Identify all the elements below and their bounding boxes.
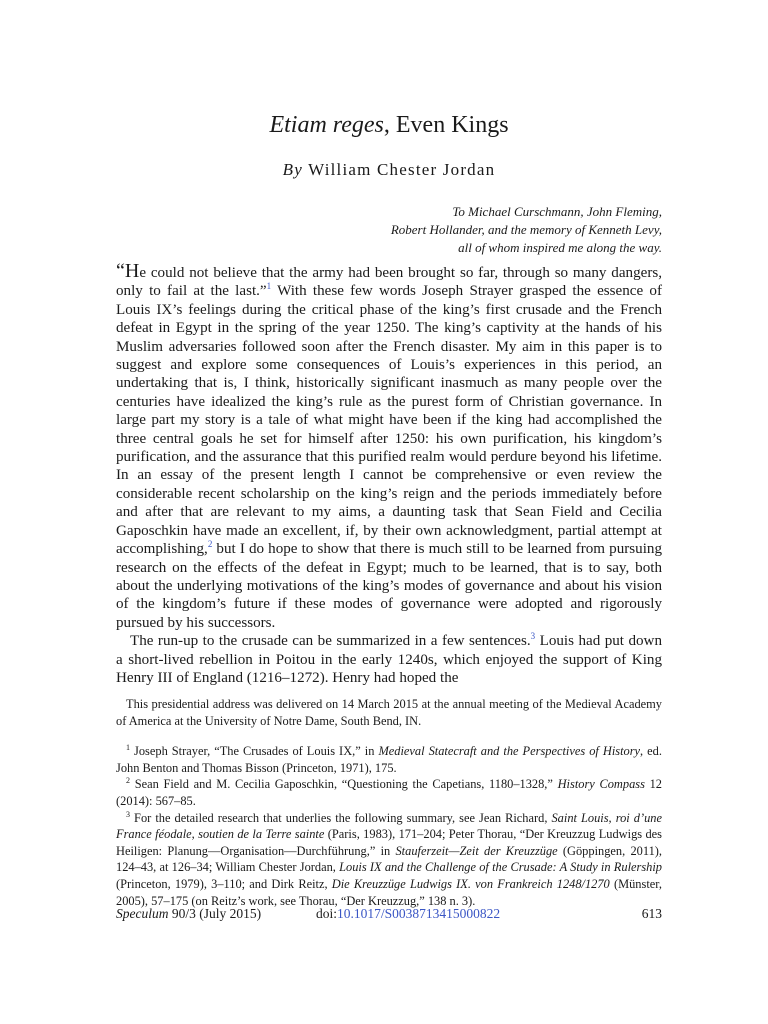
page-footer [116,905,662,923]
footnote-title: Stauferzeit—Zeit der Kreuzzüge [395,843,558,858]
footnote-number: 3 [126,809,130,819]
footnote-number: 1 [126,743,130,753]
footnote-text: For the detailed research that underlies the following summary, see Jean Richard, [130,810,552,825]
journal-issue: 90/3 (July 2015) [168,906,262,921]
footnote-2 [116,776,662,809]
footnote-title: History Compass [557,777,645,792]
paper-page [116,0,662,1024]
author-name: William Chester Jordan [303,160,496,179]
footnote-text: Sean Field and M. Cecilia Gaposchkin, “Questioning the Capetians, 1180–1328,” [130,777,558,792]
paragraph-1 [116,262,662,632]
paragraph-text: but I do hope to show that there is much still to be learned from pursuing research on the effects of the defeat in Egypt; much to be learned, that is to say, both about the underlying motivations of the king’s modes of governance and about his vision of the kingdom’s future if these modes of governance were adopted and rigorously pursued by his successors. [116,541,662,631]
paragraph-text: Louis had put down a short-lived rebellion in Poitou in the early 1240s, which enjoyed the support of King Henry III of England (1216–1272). Henry had hoped the [116,633,662,686]
paragraph-text: With these few words Joseph Strayer grasped the essence of Louis IX’s feelings during the critical phase of the king’s first crusade and the French defeat in Egypt in the spring of the year 1250. The king’s captivity at the hands of his Muslim adversaries followed soon after the French disaster. My aim in this paper is to suggest and explore some consequences of Louis’s experiences in this period, an undertaking that is, I think, historically significant inasmuch as many people over the centuries have idealized the king’s rule as the purest form of Christian governance. In large part my story is a tale of what might have been if the king had accomplished the three central goals he set for himself after 1250: his own purification, his kingdom’s purification, and the assurance that this purified realm would perdure beyond his lifetime. In an essay of the present length I cannot be comprehensive or even review the considerable recent scholarship on the king’s reign and the periods immediately before and after that are relevant to my aims, a daunting task that Sean Field and Cecilia Gaposchkin have made an excellent, if, by their own acknowledgment, partial attempt at accomplishing, [116,283,662,558]
byline [116,158,662,182]
dedication-line: Robert Hollander, and the memory of Kenneth Levy, [390,222,662,237]
dedication-line: To Michael Curschmann, John Fleming, [452,204,662,219]
byline-prefix: By [282,160,303,179]
doi [316,905,500,923]
footnote-text: (Princeton, 1979), 3–110; and Dirk Reitz, [116,876,332,891]
footnote-title: Medieval Statecraft and the Perspectives of History [378,744,641,759]
journal-name: Speculum [116,906,169,921]
footnote-3 [116,810,662,910]
footnote-title: Die Kreuzzüge Ludwigs IX. von Frankreich 1248/1270 [331,876,610,891]
footnote-number: 2 [126,776,130,786]
footnote-text: (Münster, 2005), 57–175 (on Reitz’s work, see Thorau, “Der Kreuzzug,” 138 n. 3). [116,876,662,908]
paragraph-text: e could not believe that the army had been brought so far, through so many dangers, only to fail at the last.” [116,265,662,300]
doi-link[interactable]: 10.1017/S0038713415000822 [337,906,501,921]
paragraph-text: The run-up to the crusade can be summarized in a few sentences. [130,633,531,650]
footnote-ref-3[interactable]: 3 [530,631,536,642]
title-english: , Even Kings [383,112,509,138]
doi-label: doi: [316,906,338,921]
footnote-text: (Göppingen, 2011), 124–43, at 126–34; William Chester Jordan, [116,843,662,875]
drop-cap: H [124,260,140,282]
article-title [116,110,662,140]
dedication [116,203,662,257]
body-text [116,262,662,687]
paragraph-2 [116,632,662,687]
dedication-line: all of whom inspired me along the way. [458,240,662,255]
footnote-1 [116,743,662,776]
footnotes [116,696,662,909]
footnote-text: 12 (2014): 567–85. [116,777,663,808]
address-note: This presidential address was delivered on 14 March 2015 at the annual meeting of the Medieval Academy of America at the University of Notre Dame, South Bend, IN. [116,697,662,728]
footnote-text: Joseph Strayer, “The Crusades of Louis IX,” in [130,744,379,759]
footnote-title: Saint Louis, roi d’une France féodale, soutien de la Terre sainte [116,810,662,842]
footnote-title: Louis IX and the Challenge of the Crusade: A Study in Rulership [339,860,662,875]
footnote-text: (Paris, 1983), 171–204; Peter Thorau, “Der Kreuzzug Ludwigs des Heiligen: Planung—Organisation—Durchführung,” in [116,827,662,858]
page-number: 613 [641,906,662,921]
opening-quote: “ [116,260,125,282]
footnote-ref-1[interactable]: 1 [266,281,272,292]
title-latin: Etiam reges [269,112,384,138]
footnote-ref-2[interactable]: 2 [207,539,213,550]
footnote-text: , ed. John Benton and Thomas Bisson (Princeton, 1971), 175. [116,744,662,775]
journal-citation [116,905,261,923]
